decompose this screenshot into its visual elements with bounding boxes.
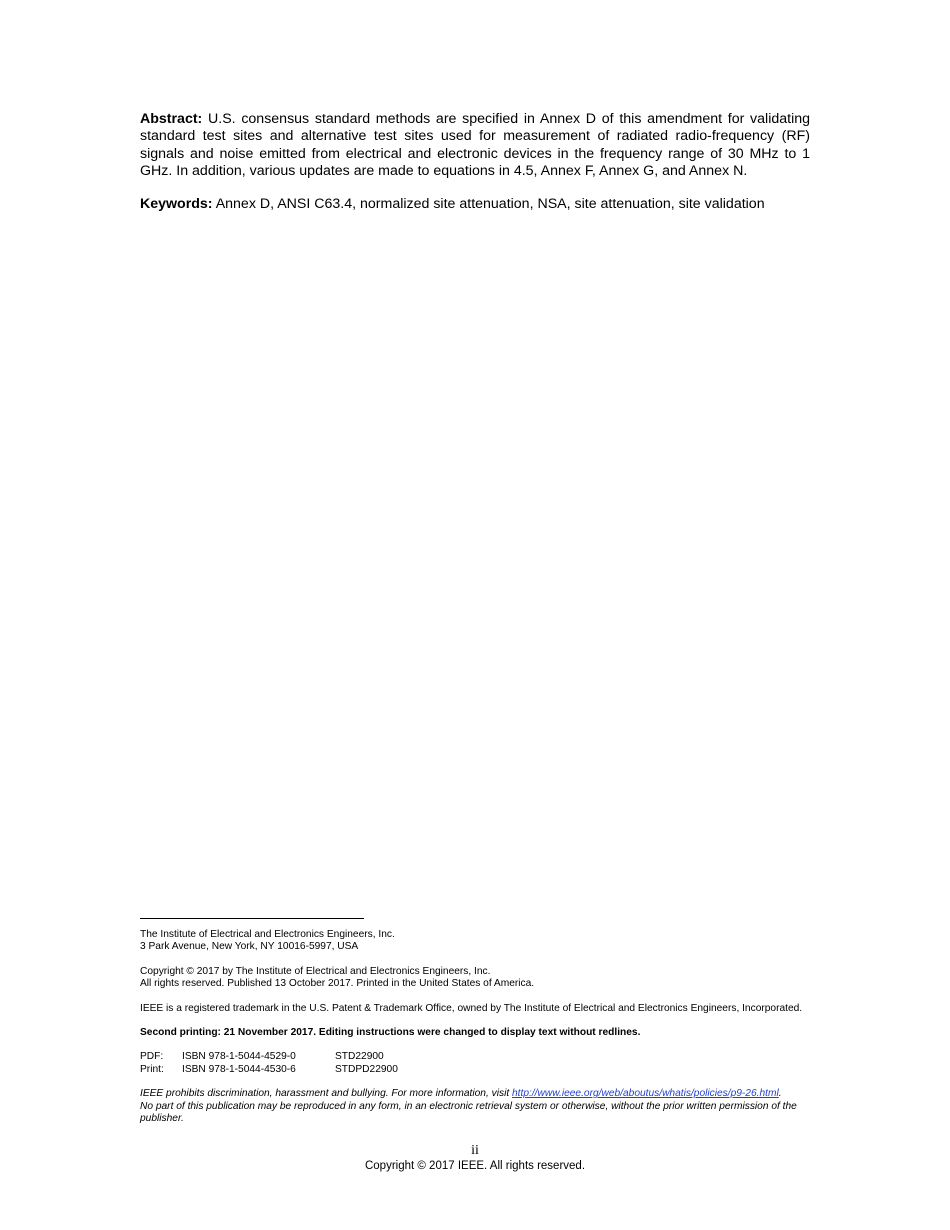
page-number: ii <box>471 1143 479 1158</box>
isbn-row-print <box>140 1064 398 1075</box>
policy-text: IEEE prohibits discrimination, harassment and bullying. For more information, visit <box>140 1088 512 1100</box>
policy-link[interactable]: http://www.ieee.org/web/aboutus/whatis/policies/p9-26.html <box>512 1088 779 1100</box>
trademark-notice: IEEE is a registered trademark in the U.S. Patent & Trademark Office, owned by The Institute of Electrical and Electronics Engineers, Incorporated. <box>140 1002 803 1014</box>
footer-block <box>140 918 812 1137</box>
institute-name: The Institute of Electrical and Electronics Engineers, Inc. <box>140 929 395 940</box>
copyright-line-2: All rights reserved. Published 13 October 2017. Printed in the United States of America. <box>140 978 535 990</box>
isbn-format: PDF: <box>140 1051 164 1063</box>
isbn-row-pdf <box>140 1051 384 1062</box>
policy-period: . <box>778 1088 782 1100</box>
institute-street: 3 Park Avenue, New York, NY 10016-5997, USA <box>140 941 359 953</box>
isbn-block <box>140 1051 812 1076</box>
institute-address <box>140 929 812 954</box>
isbn-format: Print: <box>140 1063 164 1075</box>
isbn-code: STDPD22900 <box>335 1063 398 1075</box>
page-copyright: Copyright © 2017 IEEE. All rights reserved. <box>364 1160 586 1172</box>
footnote-rule <box>140 918 364 919</box>
reproduction-notice: No part of this publication may be reproduced in any form, in an electronic retrieval system or otherwise, without the prior written permission of the publisher. <box>140 1100 797 1125</box>
abstract-text: U.S. consensus standard methods are specified in Annex D of this amendment for validating standard test sites and alternative test sites used for measurement of radiated radio-frequency (RF) signals and noise emitted from electrical and electronic devices in the frequency range of 30 MHz to 1 GHz. In addition, various updates are made to equations in 4.5, Annex F, Annex G, and Annex N. <box>140 111 810 179</box>
keywords-text: Annex D, ANSI C63.4, normalized site attenuation, NSA, site attenuation, site validation <box>212 196 765 213</box>
copyright-line-1: Copyright © 2017 by The Institute of Electrical and Electronics Engineers, Inc. <box>140 965 491 977</box>
keywords-paragraph <box>140 196 810 213</box>
isbn-number: ISBN 978-1-5044-4529-0 <box>182 1051 296 1063</box>
second-printing-notice: Second printing: 21 November 2017. Editing instructions were changed to display text without redlines. <box>140 1027 641 1039</box>
main-content <box>140 111 810 213</box>
keywords-label: Keywords: <box>140 196 213 213</box>
policy-notice <box>140 1088 812 1125</box>
isbn-code: STD22900 <box>335 1051 384 1063</box>
isbn-number: ISBN 978-1-5044-4530-6 <box>182 1063 296 1075</box>
copyright-notice <box>140 966 812 991</box>
abstract-paragraph <box>140 111 810 180</box>
abstract-label: Abstract: <box>140 111 203 127</box>
